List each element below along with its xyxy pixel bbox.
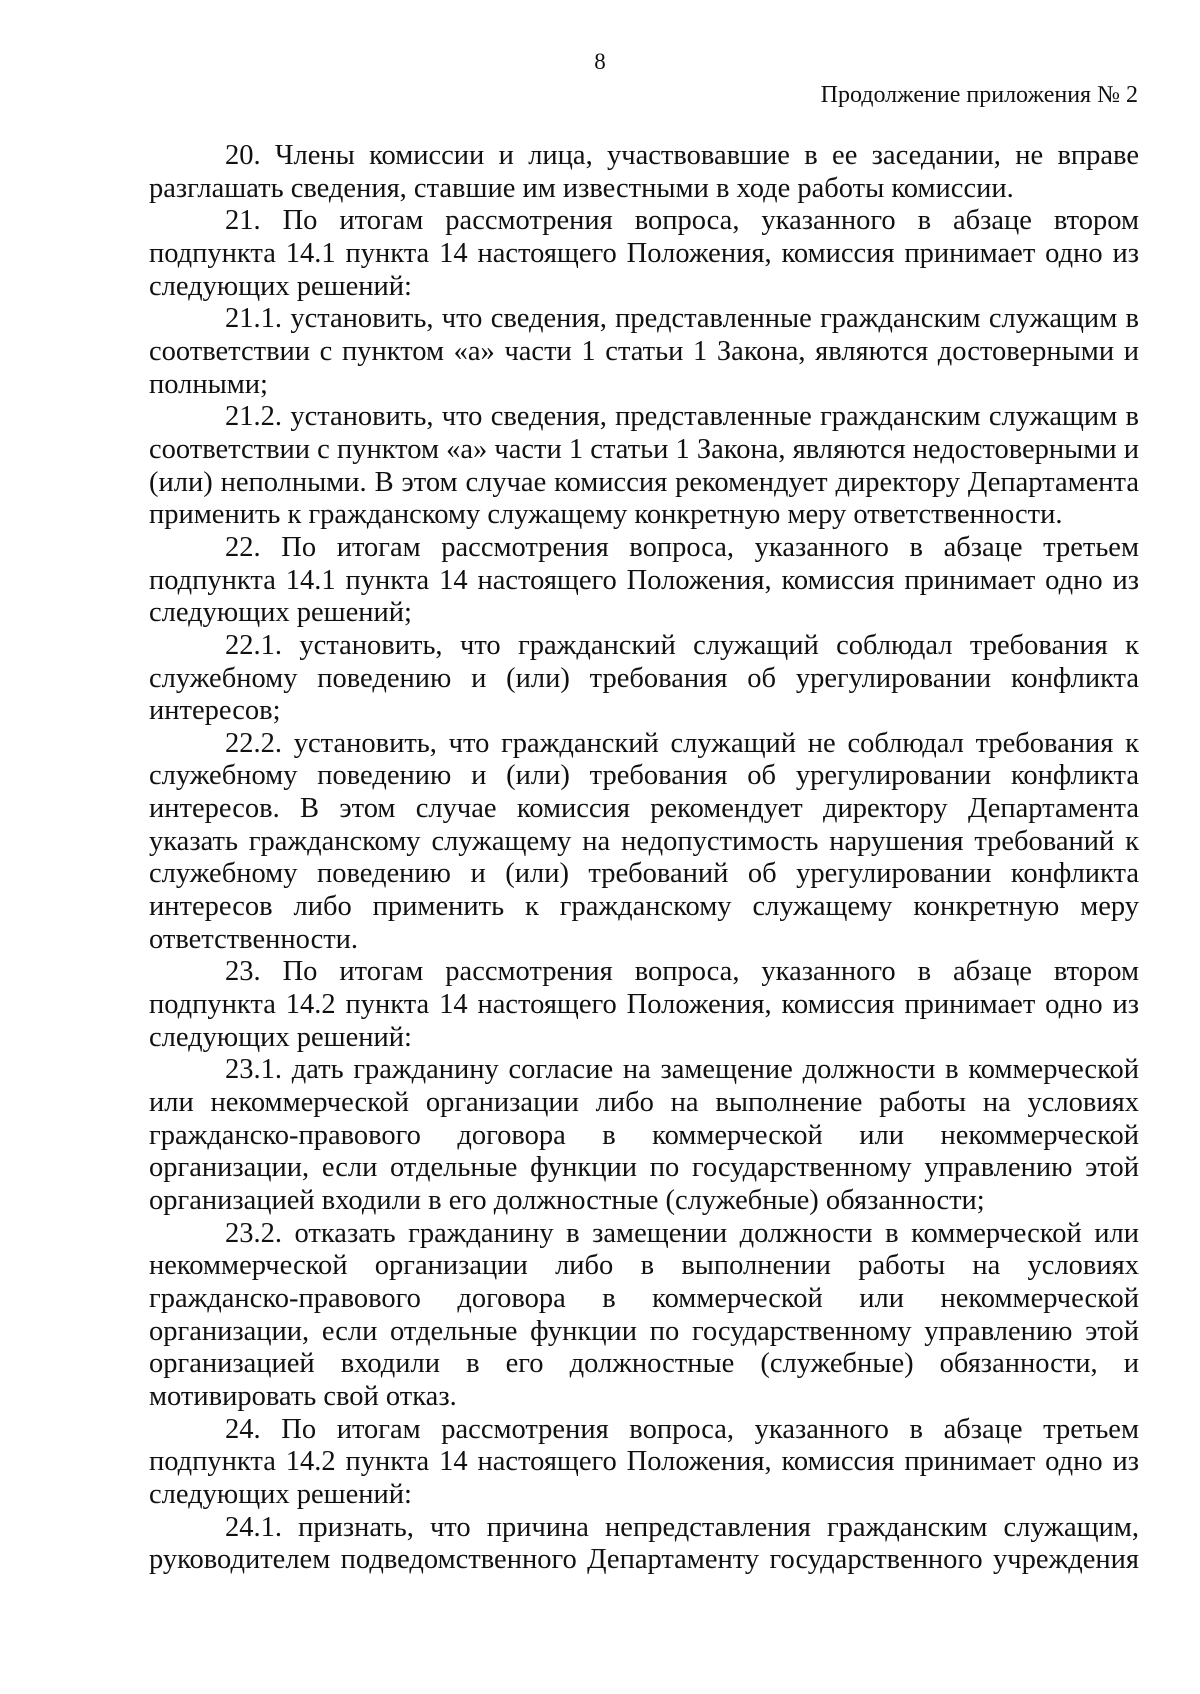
clause-21: 21. По итогам рассмотрения вопроса, указанного в абзаце втором подпункта 14.1 пункта 14 настоящего Положения, комиссия принимает одно из следующих решений: (149, 205, 1139, 302)
clause-22-1: 22.1. установить, что гражданский служащий соблюдал требования к служебному поведению и (или) требования об урегулировании конфликта интересов; (149, 629, 1139, 727)
appendix-continuation-label: Продолжение приложения № 2 (820, 82, 1138, 108)
clause-24-1: 24.1. признать, что причина непредставления гражданским служащим, руководителем подведомственного Департаменту государственного учреждения (149, 1511, 1139, 1576)
clause-21-2: 21.2. установить, что сведения, представленные гражданским служащим в соответствии с пунктом «а» части 1 статьи 1 Закона, являются недостоверными и (или) неполными. В этом случае комиссия рекомендует директору Департамента применить к гражданскому служащему конкретную меру ответственности. (149, 401, 1139, 531)
page-number: 8 (594, 49, 606, 74)
clause-23-1: 23.1. дать гражданину согласие на замещение должности в коммерческой или некоммерческой организации либо на выполнение работы на условиях гражданско-правового договора в коммерческой или некоммерческой организации, если отдельные функции по государственному управлению этой организацией входили в его должностные (служебные) обязанности; (149, 1054, 1139, 1216)
clause-22: 22. По итогам рассмотрения вопроса, указанного в абзаце третьем подпункта 14.1 пункта 14 настоящего Положения, комиссия принимает одно из следующих решений; (149, 531, 1139, 629)
clause-24: 24. По итогам рассмотрения вопроса, указанного в абзаце третьем подпункта 14.2 пункта 14 настоящего Положения, комиссия принимает одно из следующих решений: (149, 1413, 1139, 1510)
clause-23-2: 23.2. отказать гражданину в замещении должности в коммерческой или некоммерческой организации либо в выполнении работы на условиях гражданско-правового договора в коммерческой или некоммерческой организации, если отдельные функции по государственному управлению этой организацией входили в его должностные (служебные) обязанности, и мотивировать свой отказ. (149, 1217, 1139, 1412)
clause-20: 20. Члены комиссии и лица, участвовавшие в ее заседании, не вправе разглашать сведения, ставшие им известными в ходе работы комиссии. (149, 140, 1139, 204)
document-body (149, 140, 1139, 1577)
clause-23: 23. По итогам рассмотрения вопроса, указанного в абзаце втором подпункта 14.2 пункта 14 настоящего Положения, комиссия принимает одно из следующих решений: (149, 956, 1139, 1053)
clause-21-1: 21.1. установить, что сведения, представленные гражданским служащим в соответствии с пунктом «а» части 1 статьи 1 Закона, являются достоверными и полными; (149, 303, 1139, 400)
clause-22-2: 22.2. установить, что гражданский служащий не соблюдал требования к служебному поведению и (или) требования об урегулировании конфликта интересов. В этом случае комиссия рекомендует директору Департамента указать гражданскому служащему на недопустимость нарушения требований к служебному поведению и (или) требований об урегулировании конфликта интересов либо применить к гражданскому служащему конкретную меру ответственности. (149, 727, 1139, 955)
